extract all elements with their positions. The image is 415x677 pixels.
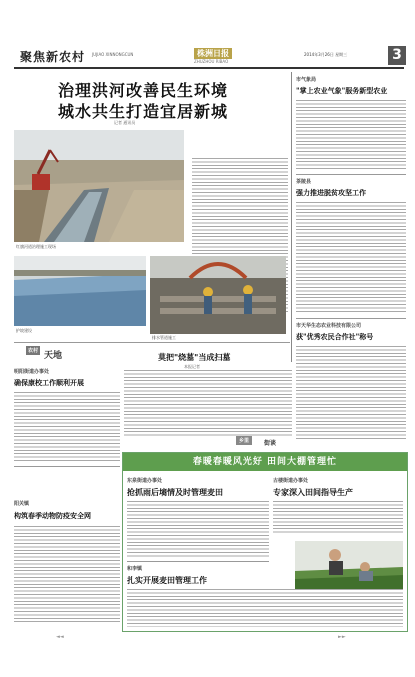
spring-section [122, 452, 408, 632]
right-article1-title: "掌上农业气象"服务新型农业 [296, 86, 388, 95]
lead-title-line2: 城水共生打造宜居新城 [58, 102, 229, 121]
lead-title-line1: 治理洪河改善民生环境 [58, 81, 229, 100]
right-article1-body [296, 100, 406, 170]
essay-body [124, 370, 292, 436]
spring-a1-title: 抢抓雨后墒情及时管理麦田 [127, 487, 223, 497]
section-title: 聚焦新农村 [20, 50, 86, 64]
right-article1-kicker: 市气象局 [296, 77, 317, 83]
label-jietan-main: 街谈 [264, 440, 277, 447]
left-divider [14, 466, 120, 467]
issue-date: 2014年3月26日 星期三 [304, 52, 348, 57]
right-article3-body [296, 346, 406, 440]
newspaper-pinyin: ZHUZHOU RIBAO [194, 59, 229, 64]
label-jietan-small: 乡里 [236, 436, 252, 445]
right-article3-title: 获"优秀农民合作社"称号 [296, 332, 374, 341]
lead-photo-pipes [150, 256, 286, 334]
spring-a2-kicker: 古楼街道办事处 [273, 478, 309, 484]
page-number: 3 [388, 46, 406, 65]
right-article2-kicker: 茶陵县 [296, 179, 312, 185]
right-article3-kicker: 市天华生态农业科技有限公司 [296, 323, 362, 329]
spring-photo-greenhouse [295, 541, 403, 589]
label-tiandi-main: 天地 [44, 351, 63, 361]
masthead [14, 46, 404, 68]
footer-right-arrows: ►► [338, 634, 346, 640]
lead-photo-caption-1: 红旗河道治理施工现场 [16, 244, 56, 249]
spring-a3-kicker: 和李镇 [127, 566, 143, 572]
left-article2-body [14, 526, 120, 624]
newspaper-name: 株洲日报 [194, 48, 232, 59]
left-article1-body [14, 392, 120, 462]
section-pinyin: JUJIAO XINNONGCUN [92, 52, 134, 57]
essay-title: 莫把"烧墓"当成扫墓 [158, 352, 231, 362]
lead-photo-riverworks [14, 130, 184, 242]
footer-left-arrows: ◄◄ [56, 634, 64, 640]
right-article2-body [296, 202, 406, 314]
lead-photo-caption-2: 护坡建设 [16, 328, 32, 333]
spring-banner: 春暖春暖风光好 田间大棚管理忙 [123, 453, 407, 471]
spring-a1-body [127, 501, 269, 557]
left-article2-title: 构筑春季动物防疫安全网 [14, 511, 91, 520]
spring-a2-title: 专家深入田间指导生产 [273, 487, 353, 497]
spring-a1-kicker: 东泉街道办事处 [127, 478, 163, 484]
spring-divider [127, 561, 269, 562]
spring-a3-body [127, 589, 403, 627]
lead-photo-slope [14, 256, 146, 326]
right-divider-1 [296, 174, 406, 175]
middle-top-rule [14, 342, 290, 343]
masthead-rule [14, 67, 404, 69]
left-article1-kicker: 明阳街道办事处 [14, 369, 50, 375]
essay-byline: 本报记者 [184, 364, 200, 369]
right-divider-2 [296, 318, 406, 319]
spring-a2-body [273, 501, 403, 535]
left-article1-title: 确保康校工作顺利开展 [14, 378, 84, 387]
label-tiandi-small: 农村 [28, 348, 39, 354]
spring-a3-title: 扎实开展麦田管理工作 [127, 575, 207, 585]
left-article2-kicker: 阳关镇 [14, 501, 30, 507]
lead-byline: 记者 通讯员 [114, 120, 136, 125]
column-label-tiandi [26, 346, 76, 364]
right-article2-title: 强力推进脱贫攻坚工作 [296, 188, 366, 197]
column-label-jietan [236, 436, 294, 450]
lead-photo-caption-3: 排水管道施工 [152, 335, 176, 340]
column-divider [291, 72, 292, 362]
